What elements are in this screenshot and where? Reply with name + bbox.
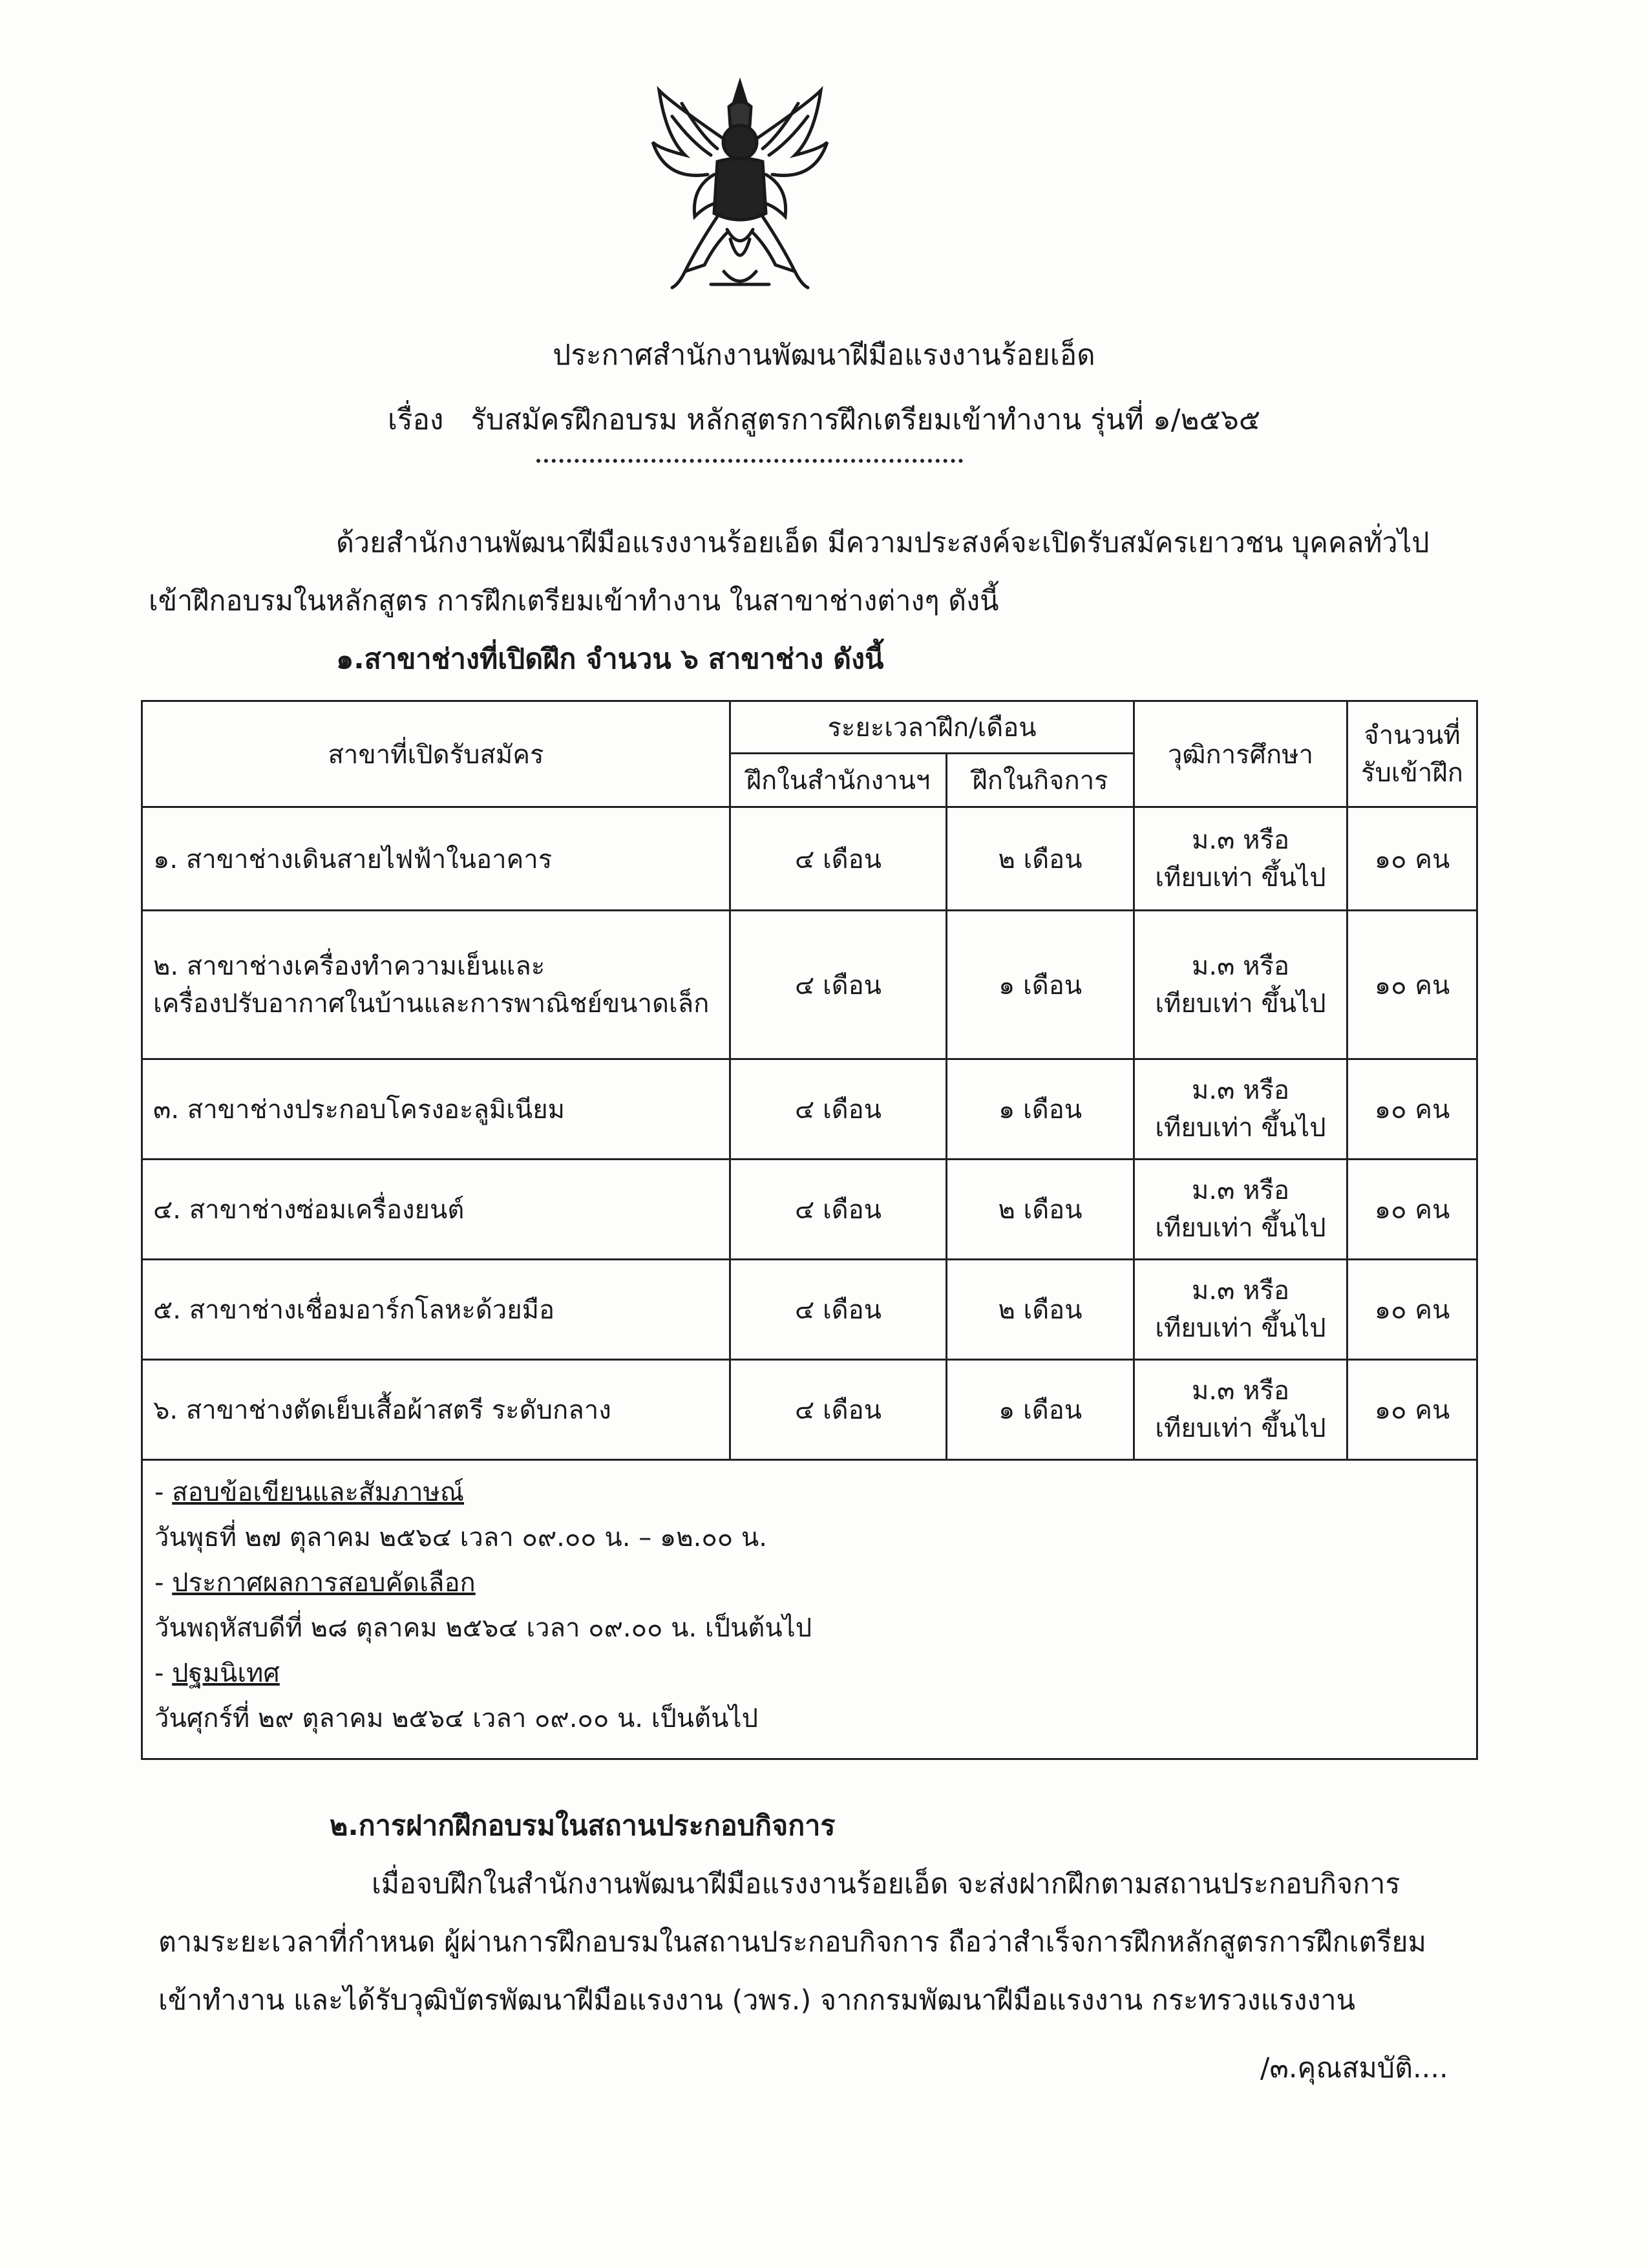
section-2-line-1: เมื่อจบฝึกในสำนักงานพัฒนาฝีมือแรงงานร้อยเอ็ด จะส่งฝากฝึกตามสถานประกอบกิจการ [372,1868,1400,1900]
branch-name: ๖. สาขาช่างตัดเย็บเสื้อผ้าสตรี ระดับกลาง [153,1395,611,1425]
subject-label: เรื่อง [387,403,444,436]
table-row [142,1059,1477,1160]
header-quota-line-2: รับเข้าฝึก [1360,758,1463,788]
bullet-dash: - [154,1478,164,1507]
office-duration-cell: ๔ เดือน [730,1260,947,1360]
education-cell [1134,911,1347,1059]
header-quota-line-1: จำนวนที่ [1364,720,1461,750]
result-date: วันพฤหัสบดีที่ ๒๘ ตุลาคม ๒๕๖๔ เวลา ๐๙.๐๐ น. เป็นต้นไป [154,1613,812,1643]
header-education: วุฒิการศึกษา [1134,701,1347,807]
dotted-divider [536,459,963,463]
education-line-1: ม.๓ หรือ [1191,1176,1289,1205]
office-duration-cell: ๔ เดือน [730,807,947,911]
education-line-2: เทียบเท่า ขึ้นไป [1155,1113,1326,1143]
header-branch: สาขาที่เปิดรับสมัคร [142,701,730,807]
branch-cell [142,1160,730,1260]
education-line-1: ม.๓ หรือ [1191,1276,1289,1306]
table-row [142,807,1477,911]
education-line-2: เทียบเท่า ขึ้นไป [1155,1213,1326,1243]
office-duration-cell: ๔ เดือน [730,1160,947,1260]
header-in-office: ฝึกในสำนักงานฯ [730,754,947,807]
quota-cell: ๑๐ คน [1347,1059,1477,1160]
intro-line-2: เข้าฝึกอบรมในหลักสูตร การฝึกเตรียมเข้าทำงาน ในสาขาช่างต่างๆ ดังนี้ [149,585,999,617]
office-duration-cell: ๔ เดือน [730,1360,947,1460]
garuda-emblem-icon [646,78,834,297]
branch-cell [142,911,730,1059]
next-page-marker: /๓.คุณสมบัติ.... [1260,2052,1448,2084]
table-row [142,1260,1477,1360]
education-cell [1134,1160,1347,1260]
document-subject [0,401,1648,440]
quota-cell: ๑๐ คน [1347,911,1477,1059]
section-1-heading: ๑.สาขาช่างที่เปิดฝึก จำนวน ๖ สาขาช่าง ดังนี้ [336,643,884,675]
exam-label: สอบข้อเขียนและสัมภาษณ์ [172,1478,465,1507]
education-line-1: ม.๓ หรือ [1191,825,1289,855]
schedule-cell [142,1460,1477,1759]
company-duration-cell: ๒ เดือน [947,1260,1134,1360]
education-line-2: เทียบเท่า ขึ้นไป [1155,988,1326,1019]
education-line-2: เทียบเท่า ขึ้นไป [1155,1313,1326,1343]
education-line-1: ม.๓ หรือ [1191,951,1289,981]
table-row [142,1160,1477,1260]
branch-name: ๓. สาขาช่างประกอบโครงอะลูมิเนียม [153,1095,565,1125]
education-line-1: ม.๓ หรือ [1191,1076,1289,1105]
orientation-label-line [154,1651,1464,1696]
branch-cell [142,1260,730,1360]
schedule-row [142,1460,1477,1759]
education-line-2: เทียบเท่า ขึ้นไป [1155,862,1326,893]
subject-text: รับสมัครฝึกอบรม หลักสูตรการฝึกเตรียมเข้าทำงาน รุ่นที่ ๑/๒๕๖๕ [470,403,1261,436]
result-label: ประกาศผลการสอบคัดเลือก [172,1568,476,1598]
education-cell [1134,1260,1347,1360]
result-label-line [154,1560,1464,1606]
orientation-label: ปฐมนิเทศ [172,1659,280,1688]
quota-cell: ๑๐ คน [1347,1160,1477,1260]
quota-cell: ๑๐ คน [1347,807,1477,911]
exam-date: วันพุธที่ ๒๗ ตุลาคม ๒๕๖๔ เวลา ๐๙.๐๐ น. – ๑๒.๐๐ น. [154,1523,767,1553]
exam-label-line [154,1470,1464,1515]
branch-cell [142,1360,730,1460]
company-duration-cell: ๑ เดือน [947,911,1134,1059]
section-2-line-2: ตามระยะเวลาที่กำหนด ผู้ผ่านการฝึกอบรมในสถานประกอบกิจการ ถือว่าสำเร็จการฝึกหลักสูตรการฝึกเตรียม [158,1926,1426,1958]
education-cell [1134,807,1347,911]
table-row [142,911,1477,1059]
bullet-dash: - [154,1659,164,1688]
branch-name: ๒. สาขาช่างเครื่องทำความเย็นและ [153,951,545,981]
company-duration-cell: ๑ เดือน [947,1360,1134,1460]
branch-name: ๕. สาขาช่างเชื่อมอาร์กโลหะด้วยมือ [153,1295,555,1325]
header-quota [1347,701,1477,807]
education-cell [1134,1360,1347,1460]
header-in-company: ฝึกในกิจการ [947,754,1134,807]
branch-name: ๔. สาขาช่างซ่อมเครื่องยนต์ [153,1195,465,1225]
table-row [142,1360,1477,1460]
section-2-heading: ๒.การฝากฝึกอบรมในสถานประกอบกิจการ [330,1810,836,1842]
quota-cell: ๑๐ คน [1347,1360,1477,1460]
training-branches-table [141,700,1478,1760]
table-header-row [142,701,1477,754]
company-duration-cell: ๒ เดือน [947,807,1134,911]
document-title: ประกาศสำนักงานพัฒนาฝีมือแรงงานร้อยเอ็ด [553,339,1095,372]
intro-line-1: ด้วยสำนักงานพัฒนาฝีมือแรงงานร้อยเอ็ด มีความประสงค์จะเปิดรับสมัครเยาวชน บุคคลทั่วไป [336,527,1430,559]
section-2-line-3: เข้าทำงาน และได้รับวุฒิบัตรพัฒนาฝีมือแรงงาน (วพร.) จากกรมพัฒนาฝีมือแรงงาน กระทรวงแรงงาน [158,1984,1356,2017]
company-duration-cell: ๑ เดือน [947,1059,1134,1160]
branch-name-line-2: เครื่องปรับอากาศในบ้านและการพาณิชย์ขนาดเล็ก [153,988,710,1019]
branch-cell [142,1059,730,1160]
education-line-1: ม.๓ หรือ [1191,1376,1289,1406]
branch-cell [142,807,730,911]
company-duration-cell: ๒ เดือน [947,1160,1134,1260]
header-duration: ระยะเวลาฝึก/เดือน [730,701,1134,754]
office-duration-cell: ๔ เดือน [730,911,947,1059]
orientation-date: วันศุกร์ที่ ๒๙ ตุลาคม ๒๕๖๔ เวลา ๐๙.๐๐ น. เป็นต้นไป [154,1704,758,1733]
bullet-dash: - [154,1568,164,1598]
quota-cell: ๑๐ คน [1347,1260,1477,1360]
branch-name: ๑. สาขาช่างเดินสายไฟฟ้าในอาคาร [153,844,553,874]
office-duration-cell: ๔ เดือน [730,1059,947,1160]
education-cell [1134,1059,1347,1160]
education-line-2: เทียบเท่า ขึ้นไป [1155,1414,1326,1443]
